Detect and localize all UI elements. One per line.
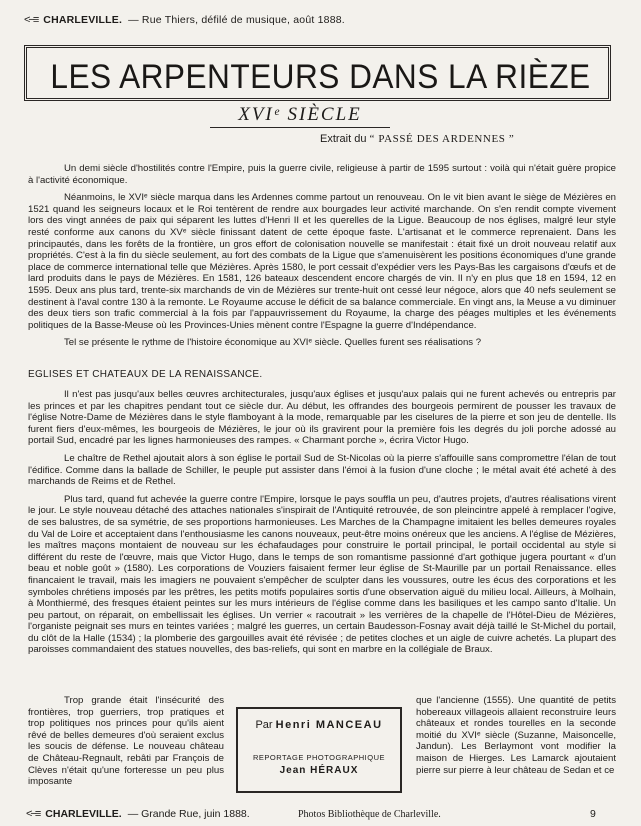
author-line (238, 719, 400, 731)
article-subtitle: XVIᵉ SIÈCLE (210, 104, 390, 128)
arrow-left-icon: <−≡ (24, 14, 38, 26)
section-heading: EGLISES ET CHATEAUX DE LA RENAISSANCE. (28, 369, 263, 380)
top-caption-text: — Rue Thiers, défilé de musique, août 1888. (128, 14, 345, 26)
bottom-caption-city: CHARLEVILLE. (45, 808, 122, 820)
article-title: LES ARPENTEURS DANS LA RIÈZE (50, 58, 591, 96)
left-column-paragraph: Trop grande était l'insécurité des frontières, trop guerriers, trop pratiques et trop politiques nos princes pour qu'ils aient rêvé de belles demeures d'où seraient exclus les soucis de défense. Le nouveau château de Château-Regnault, rebâti par François de Clèves n'était qu'une forteresse un peu plus imposante (28, 695, 224, 788)
intro-section (28, 163, 616, 355)
reportage-label: REPORTAGE PHOTOGRAPHIQUE (252, 753, 386, 762)
photographer-name: Jean HÉRAUX (279, 765, 359, 776)
right-column (416, 695, 616, 776)
photo-credit: Photos Bibliothèque de Charleville. (298, 809, 441, 820)
top-caption-city: CHARLEVILLE. (43, 14, 123, 26)
intro-paragraph: Néanmoins, le XVIᵉ siècle marqua dans les Ardennes comme partout un renouveau. On le vit bien avant le siège de Mézières en 1521 quand les seigneurs locaux et le Roi tentèrent de rendre aux bourgades leur activité marchande. On s'en rendit compte vivement lors des vingt années de paix qui séparent les luttes d'Henri II et les querelles de la Ligue. Beaucoup de nos églises, malgré leur style resté conforme aux canons du XVᵉ siècle finissant datent de cette époque faste. L'artisanat et le commerce reprenaient. Dans les principautés, dans les forêts de la frontière, un gros effort de colonisation nouvelle se manifestait : était fixé un droit nouveau relatif aux propriétés. C'est à la fin du siècle seulement, au fort des combats de la Ligue que s'amenuisèrent les positions économiques d'une grande place de commerce international telle que Mézières. Après 1580, le port cessait d'expédier vers les Pays-Bas les cargaisons d'œufs et de lard produits dans le pays de Mézières. En 1581, 126 bateaux descendent encore chargés de vin. Il n'y en plus que 18 en 1594, 12 en 1595. Deux ans plus tard, trente-six marchands de vin de Mézières sur trente-huit ont cessé leur négoce, alors que 40 nefs seulement se destinent à l'aval contre 130 à la remonte. Le Royaume accuse le déficit de sa balance commerciale. En vingt ans, la Meuse a vu diminuer des deux tiers son trafic commercial à la fois par l'appauvrissement du Royaume, la charge des péages multiples et les événements politiques de la Basse-Meuse où les Provinces-Unies mènent contre l'Espagne la guerre d'Indépendance. (28, 192, 616, 331)
right-column-paragraph: que l'ancienne (1555). Une quantité de petits hobereaux villageois allaient reconstruire leurs châteaux et rondes tourelles en la seconde moitié du XVIᵉ siècle (Suzanne, Maisoncelle, Jandun). Les Berlaymont vont modifier la maison de Hierges. Les Lamarck ajoutaient pierre sur pierre à leur château de Sedan et ce (416, 695, 616, 776)
section-paragraph: Plus tard, quand fut achevée la guerre contre l'Empire, lorsque le pays souffla un peu, d'autres projets, d'autres réalisations virent le jour. Le style nouveau détaché des attaches nationales s'inspirait de l'Antiquité retrouvée, de son pleincintre appelé à remplacer l'ogive, de ses balustres, de sa symétrie, de ses proportions harmonieuses. Les Marches de la Champagne imitaient les belles demeures royales du Val de Loire et acceptaient dans l'enthousiasme les canons nouveaux, peut-être moins onéreux que les anciens. A l'église de Mézières, les maîtres maçons montaient de nouveau sur les échafaudages pour construire le portail principal, le portail occidental au style si différent du reste de l'œuvre, mais que Victor Hugo, dans le temps de son romantisme passionné d'art gothique jugera pourtant « d'un beau et noble goût » (1580). Les corporations de Vouziers faisaient fermer leur église de St-Maurille par un portail Renaissance. elles financaient le travail, mais les imagiers ne pouvaient s'empêcher de sculpter dans les voussures, outre les écus des corporations et les symboles chrétiens imposés par les prêtres, les petits motifs populaires sortis d'une observation aiguë du milieu local. Ailleurs, à Molhain, à Monthiermé, des fresques étaient peintes sur les murs intérieurs de l'église comme dans les basiliques et les campo santo d'Italie. Un peu partout, on réparait, on embellissait les églises. Un verrier « racoutrait » les verrières de la chapelle de l'Hôtel-Dieu de Mézières, l'organiste peignait ses murs en teintes variées ; malgré les guerres, un certain Baudesson-Fosnay avait déjà taillé le St-Michel du portail, du clôt de la Halle (1534) ; la plomberie des gargouilles avait été révisée ; de petites cloches et un aigle de cuivre achetés. La plupart des paroisses commandaient des statues nouvelles, des bas-reliefs, qui sont en marbre en la collégiale de Braux. (28, 493, 616, 656)
intro-paragraph: Tel se présente le rythme de l'histoire économique au XVIᵉ siècle. Quelles furent ses réalisations ? (64, 337, 482, 349)
page-number: 9 (590, 808, 596, 820)
top-photo-caption (24, 14, 345, 26)
left-column (28, 695, 224, 788)
bottom-caption-text: — Grande Rue, juin 1888. (127, 808, 250, 820)
author-name: Henri MANCEAU (275, 719, 383, 731)
extract-source (320, 133, 514, 145)
extract-source-title: “ PASSÉ DES ARDENNES ” (369, 133, 515, 145)
author-credit-box (236, 707, 402, 793)
intro-paragraph: Un demi siècle d'hostilités contre l'Empire, puis la guerre civile, religieuse à partir de 1595 surtout : voilà qui n'était guère propice à l'activité économique. (28, 163, 616, 186)
author-prefix: Par (255, 719, 273, 731)
section-paragraph: Il n'est pas jusqu'aux belles œuvres architecturales, jusqu'aux églises et jusqu'aux palais qui ne furent achevés ou entrepris par les princes et par les chapitres pendant tout ce siècle dur. Au début, les offrandes des bourgeois permirent de pousser les travaux de l'église Notre-Dame de Mézières dans le style flamboyant à la mode, remarquable par les ciselures de la pierre et son jeu de dentelle. Ils furent fiers d'eux-mêmes, les bourgeois de Mézières, le jour où ils gravirent pour la première fois les degrés du joli porche adossé au portail Sud, encadré par les lignes harmonieuses des rampes. « Charmant porche », écrira Victor Hugo. (28, 389, 616, 447)
arrow-left-icon: <−≡ (26, 808, 40, 820)
extract-prefix: Extrait du (320, 133, 367, 145)
churches-section (28, 389, 616, 662)
section-paragraph: Le chaître de Rethel ajoutait alors à son église le portail Sud de St-Nicolas où la pierre s'affouille sans compromettre l'élan de tout l'édifice. Comme dans la ballade de Schiller, le peuple put assister dans l'émoi à la fusion d'une cloche ; le métal avait été acheté à des marchands de Reims et de Rethel. (28, 452, 616, 488)
bottom-photo-caption (26, 808, 250, 820)
